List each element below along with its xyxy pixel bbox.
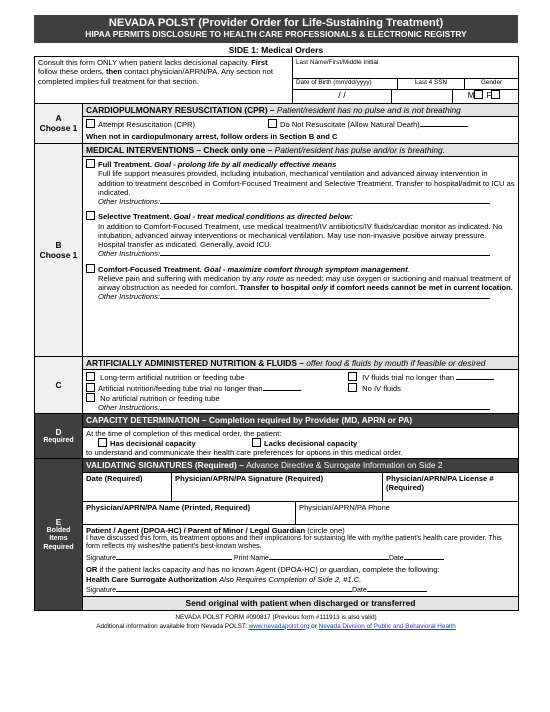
nutrition-other-field[interactable] (160, 409, 490, 410)
option-no-nutrition[interactable]: No artificial nutrition or feeding tube (86, 393, 515, 403)
option-full-treatment[interactable]: Full Treatment. Goal - prolong life by all medically effective means (86, 159, 515, 169)
option-selective-treatment[interactable]: Selective Treatment. Goal - treat medical conditions as directed below: (86, 211, 515, 221)
section-e-title: VALIDATING SIGNATURES (Required) – Advance Directive & Surrogate Information on Side 2 (83, 459, 519, 472)
license-field[interactable]: Physician/APRN/PA License # (Required) (386, 473, 494, 492)
provider-signature-field[interactable]: Physician/APRN/PA Signature (Required) (172, 473, 383, 501)
agent-signature-field[interactable] (116, 559, 232, 560)
gender-m-checkbox[interactable] (474, 90, 483, 99)
ssn-label: Last 4 SSN (398, 79, 465, 89)
polst-form (34, 15, 518, 632)
gender-field[interactable]: M F (453, 90, 518, 103)
section-c-title: ARTIFICIALLY ADMINISTERED NUTRITION & FLUIDS – offer food & fluids by mouth if feasible or desired (83, 357, 519, 370)
patient-id-block (293, 57, 519, 104)
form-table: Consult this form ONLY when patient lacks decisional capacity. First follow these orders, then contact physician/APRN/PA. Any section not completed implies full treatment for that section. Last Name/First/Middle Initial Date of Birth (mm/dd/yyyy) Last 4 SSN Gender / / M F A Choose 1 CARDIOPULMONARY RESUSCITATION (CPR) – Patient/resident has no pulse and is not breathing Attempt Resuscitation (CPR) Do Not Resuscitate (Allow Natural Death) When not in cardiopulmonary arrest, follow orders in Section B and C B Choose 1 MEDICAL INTERVENTIONS – Check only one – Patient/resident has pulse and/or is breathing. Full Treatment. Goal - prolong life by all medically effective means Full life support measures provided, including intubation, mechanical ventilation and advanced airway intervention in addition to treatment described in Comfort-Focused Treatment and Selective Treatment. Transfer to hospital/admit to ICU as indicated. Other Instructions: Selective Treatment. Goal - treat medical conditions as directed below: In addition to Comfort-Focused Treatment, use medical treatment/IV antibiotics/IV fluids/cardiac monitor as indicated. No intubation, advanced airway interventions or mechanical ventilation. May use non-invasive positive airway pressure. Hospital transfer as indicated. Generally, avoid ICU. Other Instructions: Comfort-Focused Treatment. Goal - maximize comfort through symptom management. Relieve pain and suffering with medication by any route as needed; may use oxygen or suctioning and manual treatment of airway obstruction as needed for comfort. Transfer to hospital only if comfort needs cannot be met in current location. Other Instructions: C ARTIFICIALLY ADMINISTERED NUTRITION & FLUIDS – offer food & fluids by mouth if feasible or desired Long-term artificial nutrition or feeding tube IV fluids trial no longer than Artificial nutrition/feeding tube trial no longer than No IV fluids No artificial nutrition or feeding tube Other Instructions: D Required CAPACITY DETERMINATION – Completion required by Provider (MD, APRN or PA) At the time of completion of this medical order, the patient: Has decisional capacity Lacks decisional capacity to understand and communicate their health care preferences for options in this medical order. E Bolded Items Required VALIDATING SIGNATURES (Required) – Advance Directive & Surrogate Information on Side 2 Date (Required) Physician/APRN/PA Signature (Required) Physician/APRN/PA License # (Required) Physician/APRN/PA Name (Printed, Required) Physician/APRN/PA Phone Patient / Agent (DPOA-HC) / Parent of Minor / Legal Guardian (circle one) I have discussed this form, its treatment options and their implications for sustaining life with my/the patient's health care provider. This form reflects my wishes/the patient's best-known wishes. Signature Print Name Date OR if the patient lacks capacity and has no known Agent (DPOA-HC) or guardian, complete the following: Health Care Surrogate Authorization Also Requires Completion of Side 2, #1.C. Signature Date Send original with patient when discharged or transferred (34, 56, 519, 611)
provider-name-field[interactable]: Physician/APRN/PA Name (Printed, Required) (83, 502, 296, 524)
section-d-title: CAPACITY DETERMINATION – Completion required by Provider (MD, APRN or PA) (83, 414, 519, 427)
option-has-capacity[interactable]: Has decisional capacity (98, 438, 252, 448)
selective-other-field[interactable] (160, 255, 490, 256)
intro-text: Consult this form ONLY when patient lacks decisional capacity. First follow these orders, then contact physician/APRN/PA. Any section not completed implies full treatment for that section. (35, 57, 293, 104)
agent-print-name-field[interactable] (269, 559, 389, 560)
section-e-label: E Bolded Items Required (35, 459, 83, 610)
option-long-term-nutrition[interactable]: Long-term artificial nutrition or feeding tube (86, 372, 348, 382)
option-no-iv-fluids[interactable]: No IV fluids (348, 383, 515, 393)
comfort-treatment-checkbox[interactable] (86, 264, 95, 273)
option-attempt-cpr[interactable]: Attempt Resuscitation (CPR) (86, 119, 268, 129)
dob-field[interactable]: / / (293, 90, 392, 103)
full-other-field[interactable] (160, 203, 490, 204)
section-c-label: C (35, 357, 83, 414)
footer: NEVADA POLST FORM #090817 (Previous form #111913 is also valid) Additional information available from Nevada POLST: www.nevadapolst.org or Nevada Division of Public and Behavioral Health (96, 613, 456, 630)
section-a-label: A Choose 1 (35, 104, 83, 144)
form-subtitle: HIPAA PERMITS DISCLOSURE TO HEALTH CARE PROFESSIONALS & ELECTRONIC REGISTRY (85, 28, 467, 39)
provider-phone-field[interactable]: Physician/APRN/PA Phone (299, 502, 391, 512)
send-original-note: Send original with patient when discharged or transferred (83, 597, 519, 610)
option-dnr[interactable]: Do Not Resuscitate (Allow Natural Death) (268, 120, 468, 129)
selective-treatment-checkbox[interactable] (86, 211, 95, 220)
gender-label: Gender (480, 79, 503, 87)
option-iv-trial[interactable]: IV fluids trial no longer than (348, 372, 515, 382)
section-a-note: When not in cardiopulmonary arrest, follow orders in Section B and C (83, 131, 519, 144)
form-header (34, 15, 518, 43)
patient-name-field[interactable]: Last Name/First/Middle Initial (293, 57, 518, 79)
nevadapolst-link[interactable]: www.nevadapolst.org (248, 622, 310, 630)
dnr-checkbox[interactable] (268, 119, 277, 128)
section-a-title: CARDIOPULMONARY RESUSCITATION (CPR) – Patient/resident has no pulse and is not breathing (83, 104, 519, 117)
full-treatment-checkbox[interactable] (86, 159, 95, 168)
dob-label: Date of Birth (mm/dd/yyyy) (293, 79, 398, 89)
sig-date-field[interactable]: Date (Required) (83, 473, 172, 501)
ssn-field[interactable] (392, 90, 453, 103)
option-comfort-treatment[interactable]: Comfort-Focused Treatment. Goal - maximize comfort through symptom management. (86, 264, 515, 274)
side-title: SIDE 1: Medical Orders (228, 44, 324, 55)
cpr-checkbox[interactable] (86, 119, 95, 128)
option-nutrition-trial[interactable]: Artificial nutrition/feeding tube trial no longer than (86, 383, 348, 393)
option-lacks-capacity[interactable]: Lacks decisional capacity (252, 439, 357, 448)
nv-dpbh-link[interactable]: Nevada Division of Public and Behavioral Health (318, 622, 456, 630)
surrogate-signature-field[interactable] (116, 591, 352, 592)
agent-date-field[interactable] (404, 559, 444, 560)
form-title: NEVADA POLST (Provider Order for Life-Sustaining Treatment) (108, 17, 444, 29)
section-d-label: D Required (35, 414, 83, 459)
gender-f-checkbox[interactable] (491, 90, 500, 99)
comfort-other-field[interactable] (160, 298, 490, 299)
section-b-label: B Choose 1 (35, 143, 83, 356)
section-b-title: MEDICAL INTERVENTIONS – Check only one – Patient/resident has pulse and/or is breathing. (83, 143, 519, 156)
surrogate-date-field[interactable] (367, 591, 427, 592)
